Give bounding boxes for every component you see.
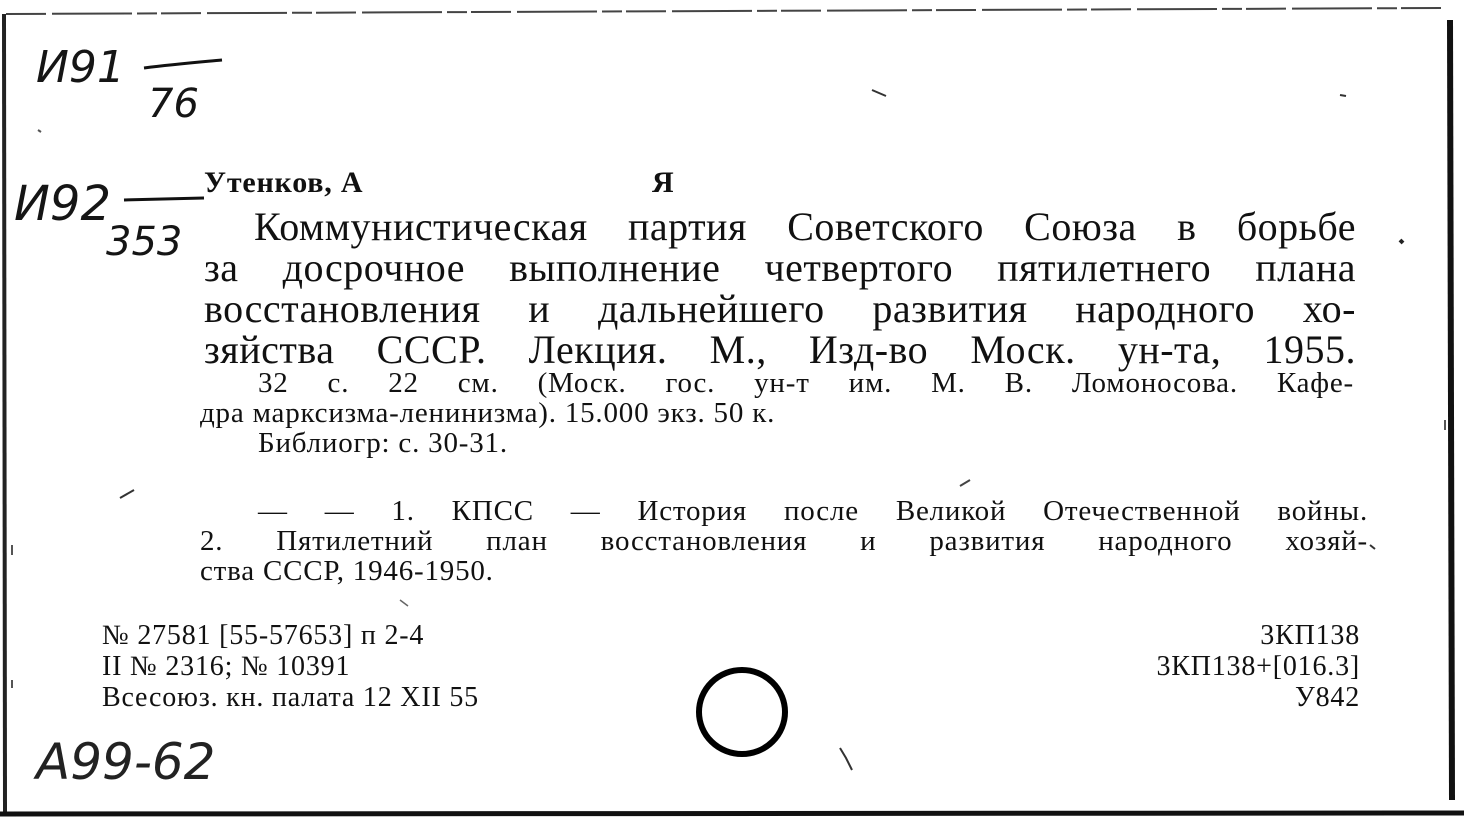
handwritten-shelfmark-2 [14, 168, 214, 278]
author-initial: Я [652, 166, 675, 199]
shelfmark-2-top: И92 [14, 176, 111, 232]
shelfmark-1-fraction-line [36, 44, 236, 134]
shelfmark-1-top: И91 [36, 42, 125, 93]
subject-line: ства СССР, 1946-1950. [200, 555, 494, 587]
handwritten-shelfmark-1 [36, 44, 236, 134]
title-line: Коммунистическая партия Советского Союза в борьбе [254, 204, 1356, 249]
collation-line: 32 с. 22 см. (Моск. гос. ун-т им. М. В. Ломоносова. Кафе- [258, 367, 1354, 399]
shelfmark-1-bottom: 76 [148, 81, 199, 127]
shelfmark-2-fraction-line [14, 168, 214, 278]
title-block [204, 206, 1356, 370]
subject-line: 2. Пятилетний план восстановления и развития народного хозяй- [200, 525, 1368, 557]
classification-code: 3КП138 [1260, 620, 1360, 651]
footer-right [1060, 620, 1360, 713]
shelfmark-2-bottom: 353 [106, 219, 183, 265]
title-line: восстановления и дальнейшего развития народного хо- [204, 286, 1356, 331]
footer-left [102, 620, 479, 713]
author-name: Утенков, А [204, 166, 364, 199]
collation-line: дра марксизма-ленинизма). 15.000 экз. 50 к. [200, 397, 776, 429]
subject-block [200, 496, 1368, 586]
chamber-date: Всесоюз. кн. палата 12 XII 55 [102, 682, 479, 713]
handwritten-bottom-note: А99-62 [36, 733, 216, 791]
collation-line: Библиогр: с. 30-31. [258, 427, 508, 459]
classification-code: У842 [1294, 682, 1360, 713]
record-numbers: II № 2316; № 10391 [102, 651, 351, 682]
collation-block [200, 368, 1354, 458]
title-line: за досрочное выполнение четвертого пятилетнего плана [204, 245, 1356, 290]
punch-hole-circle [692, 664, 792, 764]
title-line: зяйства СССР. Лекция. М., Изд-во Моск. ун-та, 1955. [204, 327, 1356, 372]
subject-line: — — 1. КПСС — История после Великой Отечественной войны. [258, 495, 1368, 527]
card-number: № 27581 [55-57653] п 2-4 [102, 620, 425, 651]
classification-code: 3КП138+[016.3] [1156, 651, 1360, 682]
